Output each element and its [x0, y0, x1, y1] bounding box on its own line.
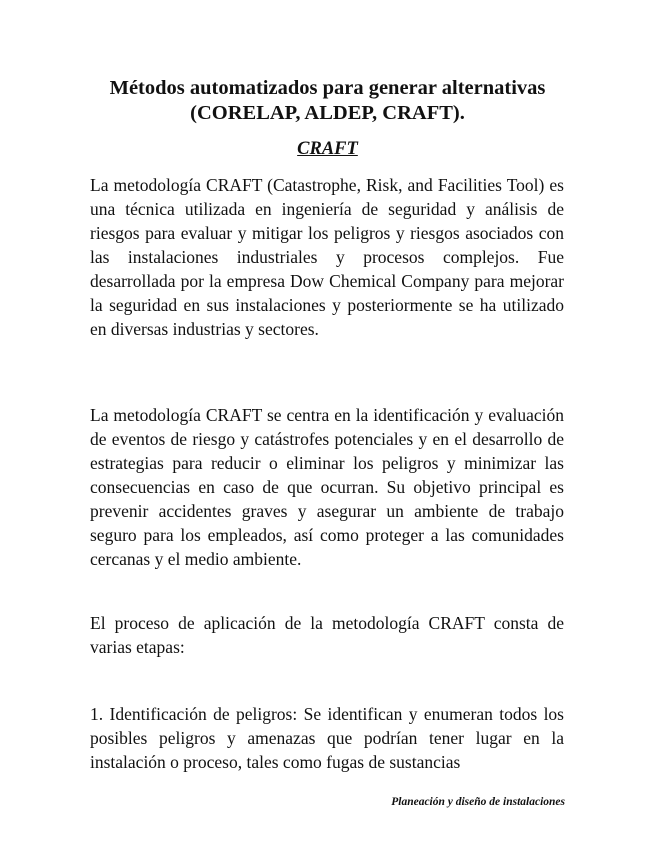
document-title-line-1: Métodos automatizados para generar alternativas — [109, 77, 546, 99]
paragraph-craft-definition: La metodología CRAFT (Catastrophe, Risk, and Facilities Tool) es una técnica utilizada en ingeniería de seguridad y análisis de riesgos para evaluar y mitigar los peligros y riesgos asociados con las instalaciones industriales y procesos complejos. Fue desarrollada por la empresa Dow Chemical Company para mejorar la seguridad en sus instalaciones y posteriormente se ha utilizado en diversas industrias y sectores. — [90, 175, 564, 339]
paragraph-craft-focus: La metodología CRAFT se centra en la identificación y evaluación de eventos de riesgo y catástrofes potenciales y en el desarrollo de estrategias para reducir o eliminar los peligros y minimizar las consecuencias en caso de que ocurran. Su objetivo principal es prevenir accidentes graves y asegurar un ambiente de trabajo seguro para los empleados, así como proteger a las comunidades cercanas y el medio ambiente. — [90, 405, 564, 569]
paragraph-process-intro: El proceso de aplicación de la metodología CRAFT consta de varias etapas: — [90, 613, 564, 657]
page-footer: Planeación y diseño de instalaciones — [391, 796, 565, 808]
document-title-line-2: (CORELAP, ALDEP, CRAFT). — [190, 102, 465, 124]
section-heading-craft: CRAFT — [297, 139, 358, 159]
paragraph-step-1: 1. Identificación de peligros: Se identifican y enumeran todos los posibles peligros y amenazas que podrían tener lugar en la instalación o proceso, tales como fugas de sustancias — [90, 704, 564, 772]
document-title — [60, 76, 595, 126]
